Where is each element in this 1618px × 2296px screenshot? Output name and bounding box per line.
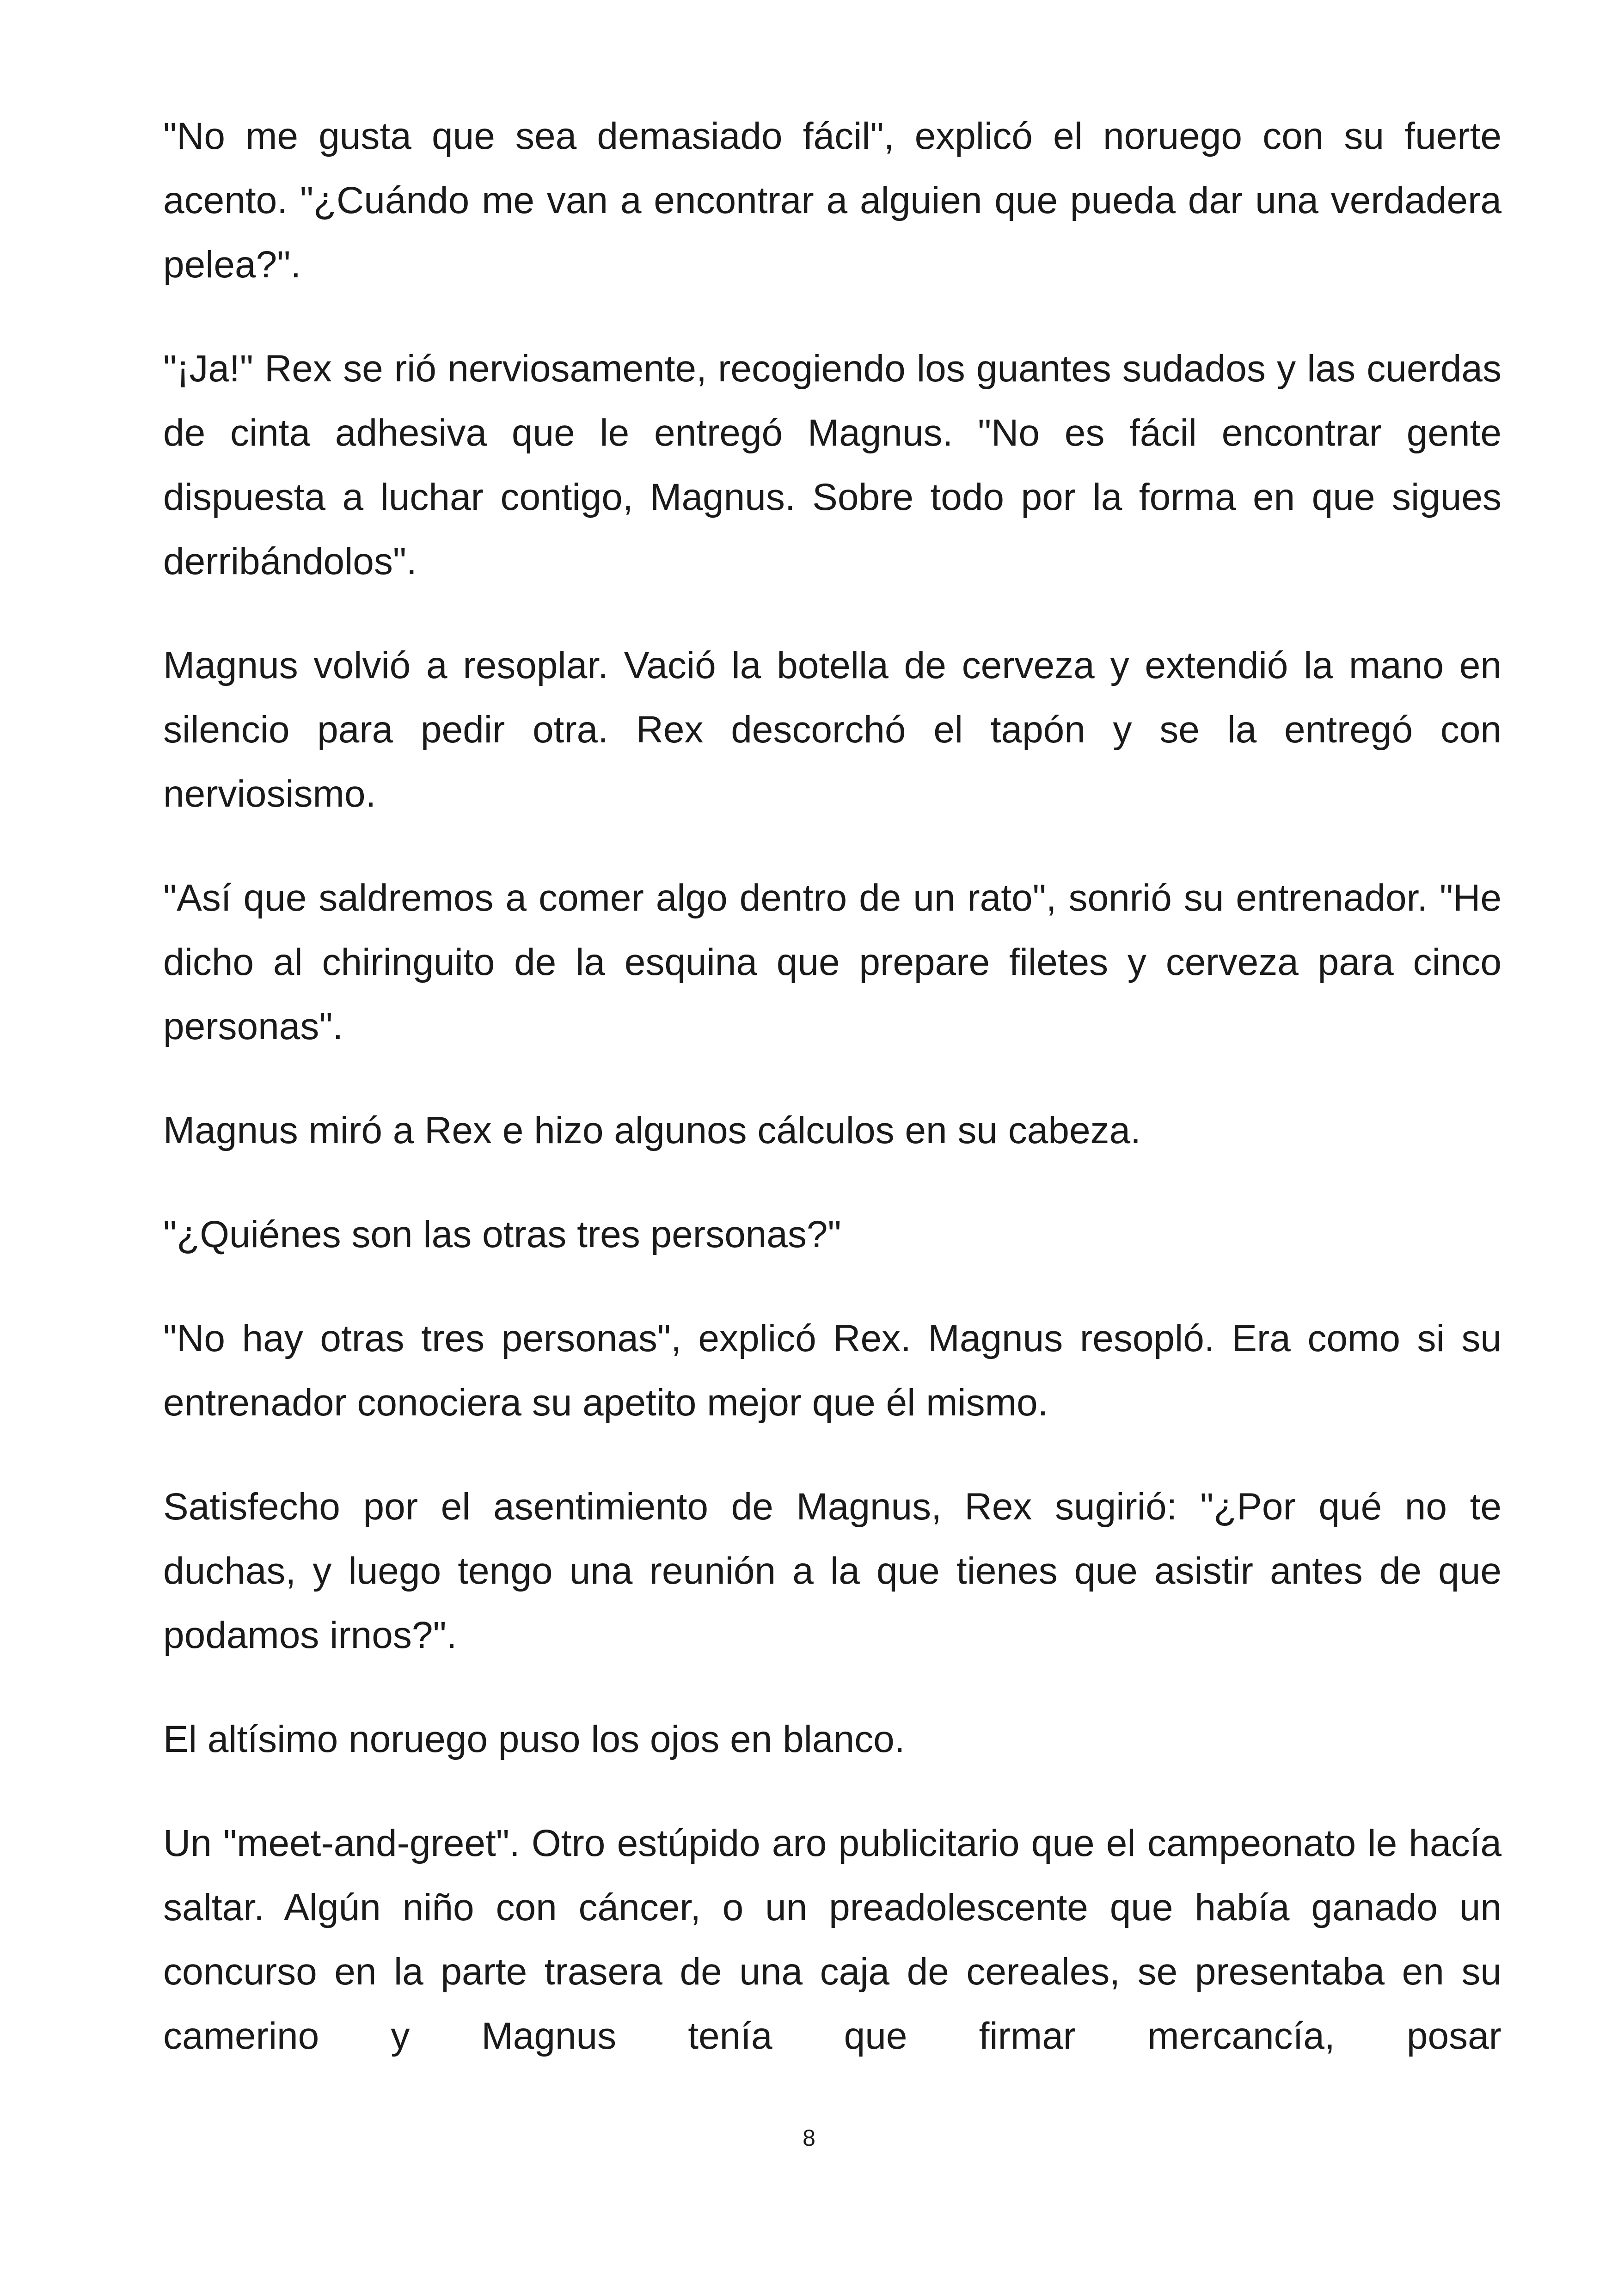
paragraph: "Así que saldremos a comer algo dentro de un rato", sonrió su entrenador. "He dicho al chiringuito de la esquina que prepare filetes y cerveza para cinco personas". [163, 877, 1502, 1047]
paragraph: "¿Quiénes son las otras tres personas?" [163, 1213, 841, 1255]
paragraph: Satisfecho por el asentimiento de Magnus, Rex sugirió: "¿Por qué no te duchas, y luego tengo una reunión a la que tienes que asistir antes de que podamos irnos?". [163, 1486, 1502, 1656]
paragraph: "No me gusta que sea demasiado fácil", explicó el noruego con su fuerte acento. "¿Cuándo me van a encontrar a alguien que pueda dar una verdadera pelea?". [163, 115, 1502, 286]
paragraph: Un "meet-and-greet". Otro estúpido aro publicitario que el campeonato le hacía saltar. Algún niño con cáncer, o un preadolescente que había ganado un concurso en la parte trasera de una caja de cereales, se presentaba en su camerino y Magnus tenía que firmar mercancía, posar [163, 1822, 1502, 2057]
paragraph: "¡Ja!" Rex se rió nerviosamente, recogiendo los guantes sudados y las cuerdas de cinta adhesiva que le entregó Magnus. "No es fácil encontrar gente dispuesta a luchar contigo, Magnus. Sobre todo por la forma en que sigues derribándolos". [163, 348, 1502, 582]
paragraph: Magnus miró a Rex e hizo algunos cálculos en su cabeza. [163, 1109, 1141, 1151]
paragraph: "No hay otras tres personas", explicó Rex. Magnus resopló. Era como si su entrenador conociera su apetito mejor que él mismo. [163, 1317, 1502, 1424]
page-number: 8 [803, 2125, 815, 2151]
paragraph: Magnus volvió a resoplar. Vació la botella de cerveza y extendió la mano en silencio para pedir otra. Rex descorchó el tapón y se la entregó con nerviosismo. [163, 644, 1502, 815]
paragraph: El altísimo noruego puso los ojos en blanco. [163, 1718, 905, 1760]
body-text [163, 104, 1502, 2068]
